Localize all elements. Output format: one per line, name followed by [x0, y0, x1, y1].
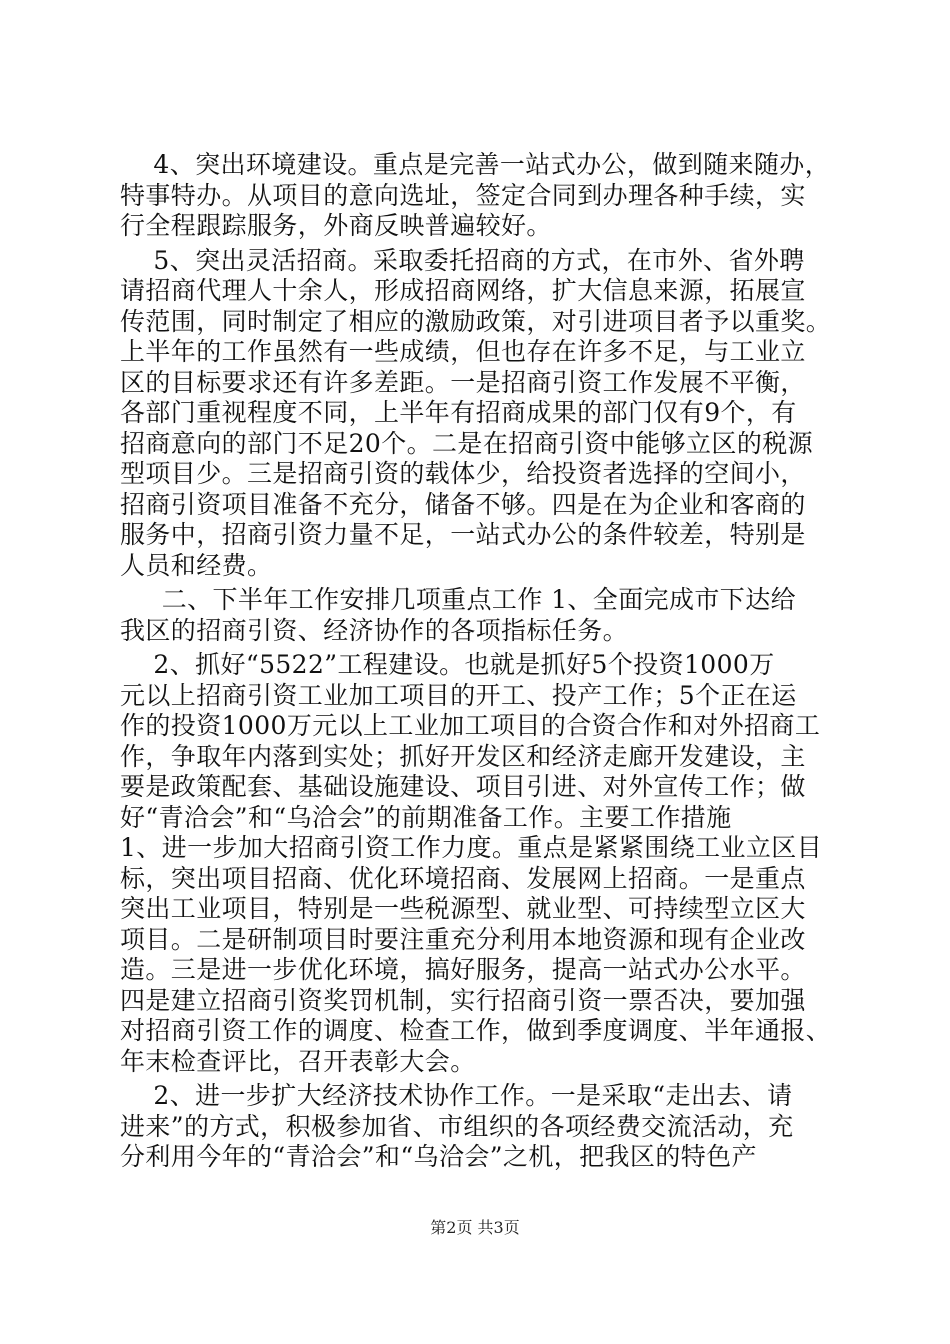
- text-line: 好“青洽会”和“乌洽会”的前期准备工作。主要工作措施: [120, 802, 732, 832]
- text-line: 服务中，招商引资力量不足，一站式办公的条件较差，特别是: [120, 520, 806, 549]
- text-line: 人员和经费。: [120, 550, 273, 580]
- text-line: 传范围，同时制定了相应的激励政策，对引进项目者予以重奖。: [120, 306, 832, 336]
- text-line: 分利用今年的“青洽会”和“乌洽会”之机，把我区的特色产: [120, 1142, 757, 1171]
- text-line: 年末检查评比，召开表彰大会。: [120, 1046, 476, 1076]
- text-line: 作的投资1000万元以上工业加工项目的合资合作和对外招商工: [120, 711, 821, 740]
- text-line: 特事特办。从项目的意向选址，签定合同到办理各种手续，实: [120, 180, 806, 210]
- text-line: 标，突出项目招商、优化环境招商、发展网上招商。一是重点: [120, 863, 806, 893]
- text-line: 作，争取年内落到实处；抓好开发区和经济走廊开发建设，主: [120, 741, 806, 771]
- text-line: 5、突出灵活招商。采取委托招商的方式，在市外、省外聘: [120, 245, 805, 275]
- text-line: 2、抓好“5522”工程建设。也就是抓好5个投资1000万: [120, 650, 775, 679]
- text-line: 四是建立招商引资奖罚机制，实行招商引资一票否决，要加强: [120, 985, 806, 1015]
- text-line: 1、进一步加大招商引资工作力度。重点是紧紧围绕工业立区目: [120, 833, 823, 862]
- text-line: 我区的招商引资、经济协作的各项指标任务。: [120, 615, 629, 645]
- text-line: 项目。二是研制项目时要注重充分利用本地资源和现有企业改: [120, 924, 806, 954]
- text-line: 对招商引资工作的调度、检查工作，做到季度调度、半年通报、: [120, 1016, 832, 1045]
- text-line: 要是政策配套、基础设施建设、项目引进、对外宣传工作；做: [120, 772, 806, 801]
- text-line: 造。三是进一步优化环境，搞好服务，提高一站式办公水平。: [120, 955, 806, 984]
- text-line: 招商意向的部门不足20个。二是在招商引资中能够立区的税源: [120, 428, 814, 458]
- page-footer: 第2页 共3页: [430, 1218, 520, 1237]
- text-line: 二、下半年工作安排几项重点工作 1、全面完成市下达给: [120, 585, 796, 614]
- text-line: 4、突出环境建设。重点是完善一站式办公，做到随来随办，: [120, 150, 831, 179]
- text-line: 型项目少。三是招商引资的载体少，给投资者选择的空间小，: [120, 459, 806, 488]
- text-line: 招商引资项目准备不充分，储备不够。四是在为企业和客商的: [120, 489, 806, 519]
- text-line: 突出工业项目，特别是一些税源型、就业型、可持续型立区大: [120, 894, 806, 923]
- text-line: 2、进一步扩大经济技术协作工作。一是采取“走出去、请: [120, 1081, 793, 1110]
- text-line: 请招商代理人十余人，形成招商网络，扩大信息来源，拓展宣: [120, 276, 806, 305]
- text-line: 上半年的工作虽然有一些成绩，但也存在许多不足，与工业立: [120, 337, 806, 366]
- text-line: 进来”的方式，积极参加省、市组织的各项经费交流活动，充: [120, 1111, 794, 1141]
- text-line: 各部门重视程度不同，上半年有招商成果的部门仅有9个，有: [120, 398, 797, 427]
- text-line: 元以上招商引资工业加工项目的开工、投产工作；5个正在运: [120, 680, 797, 710]
- text-line: 行全程跟踪服务，外商反映普遍较好。: [120, 211, 552, 240]
- document-body: [120, 150, 840, 1173]
- text-line: 区的目标要求还有许多差距。一是招商引资工作发展不平衡，: [120, 367, 806, 397]
